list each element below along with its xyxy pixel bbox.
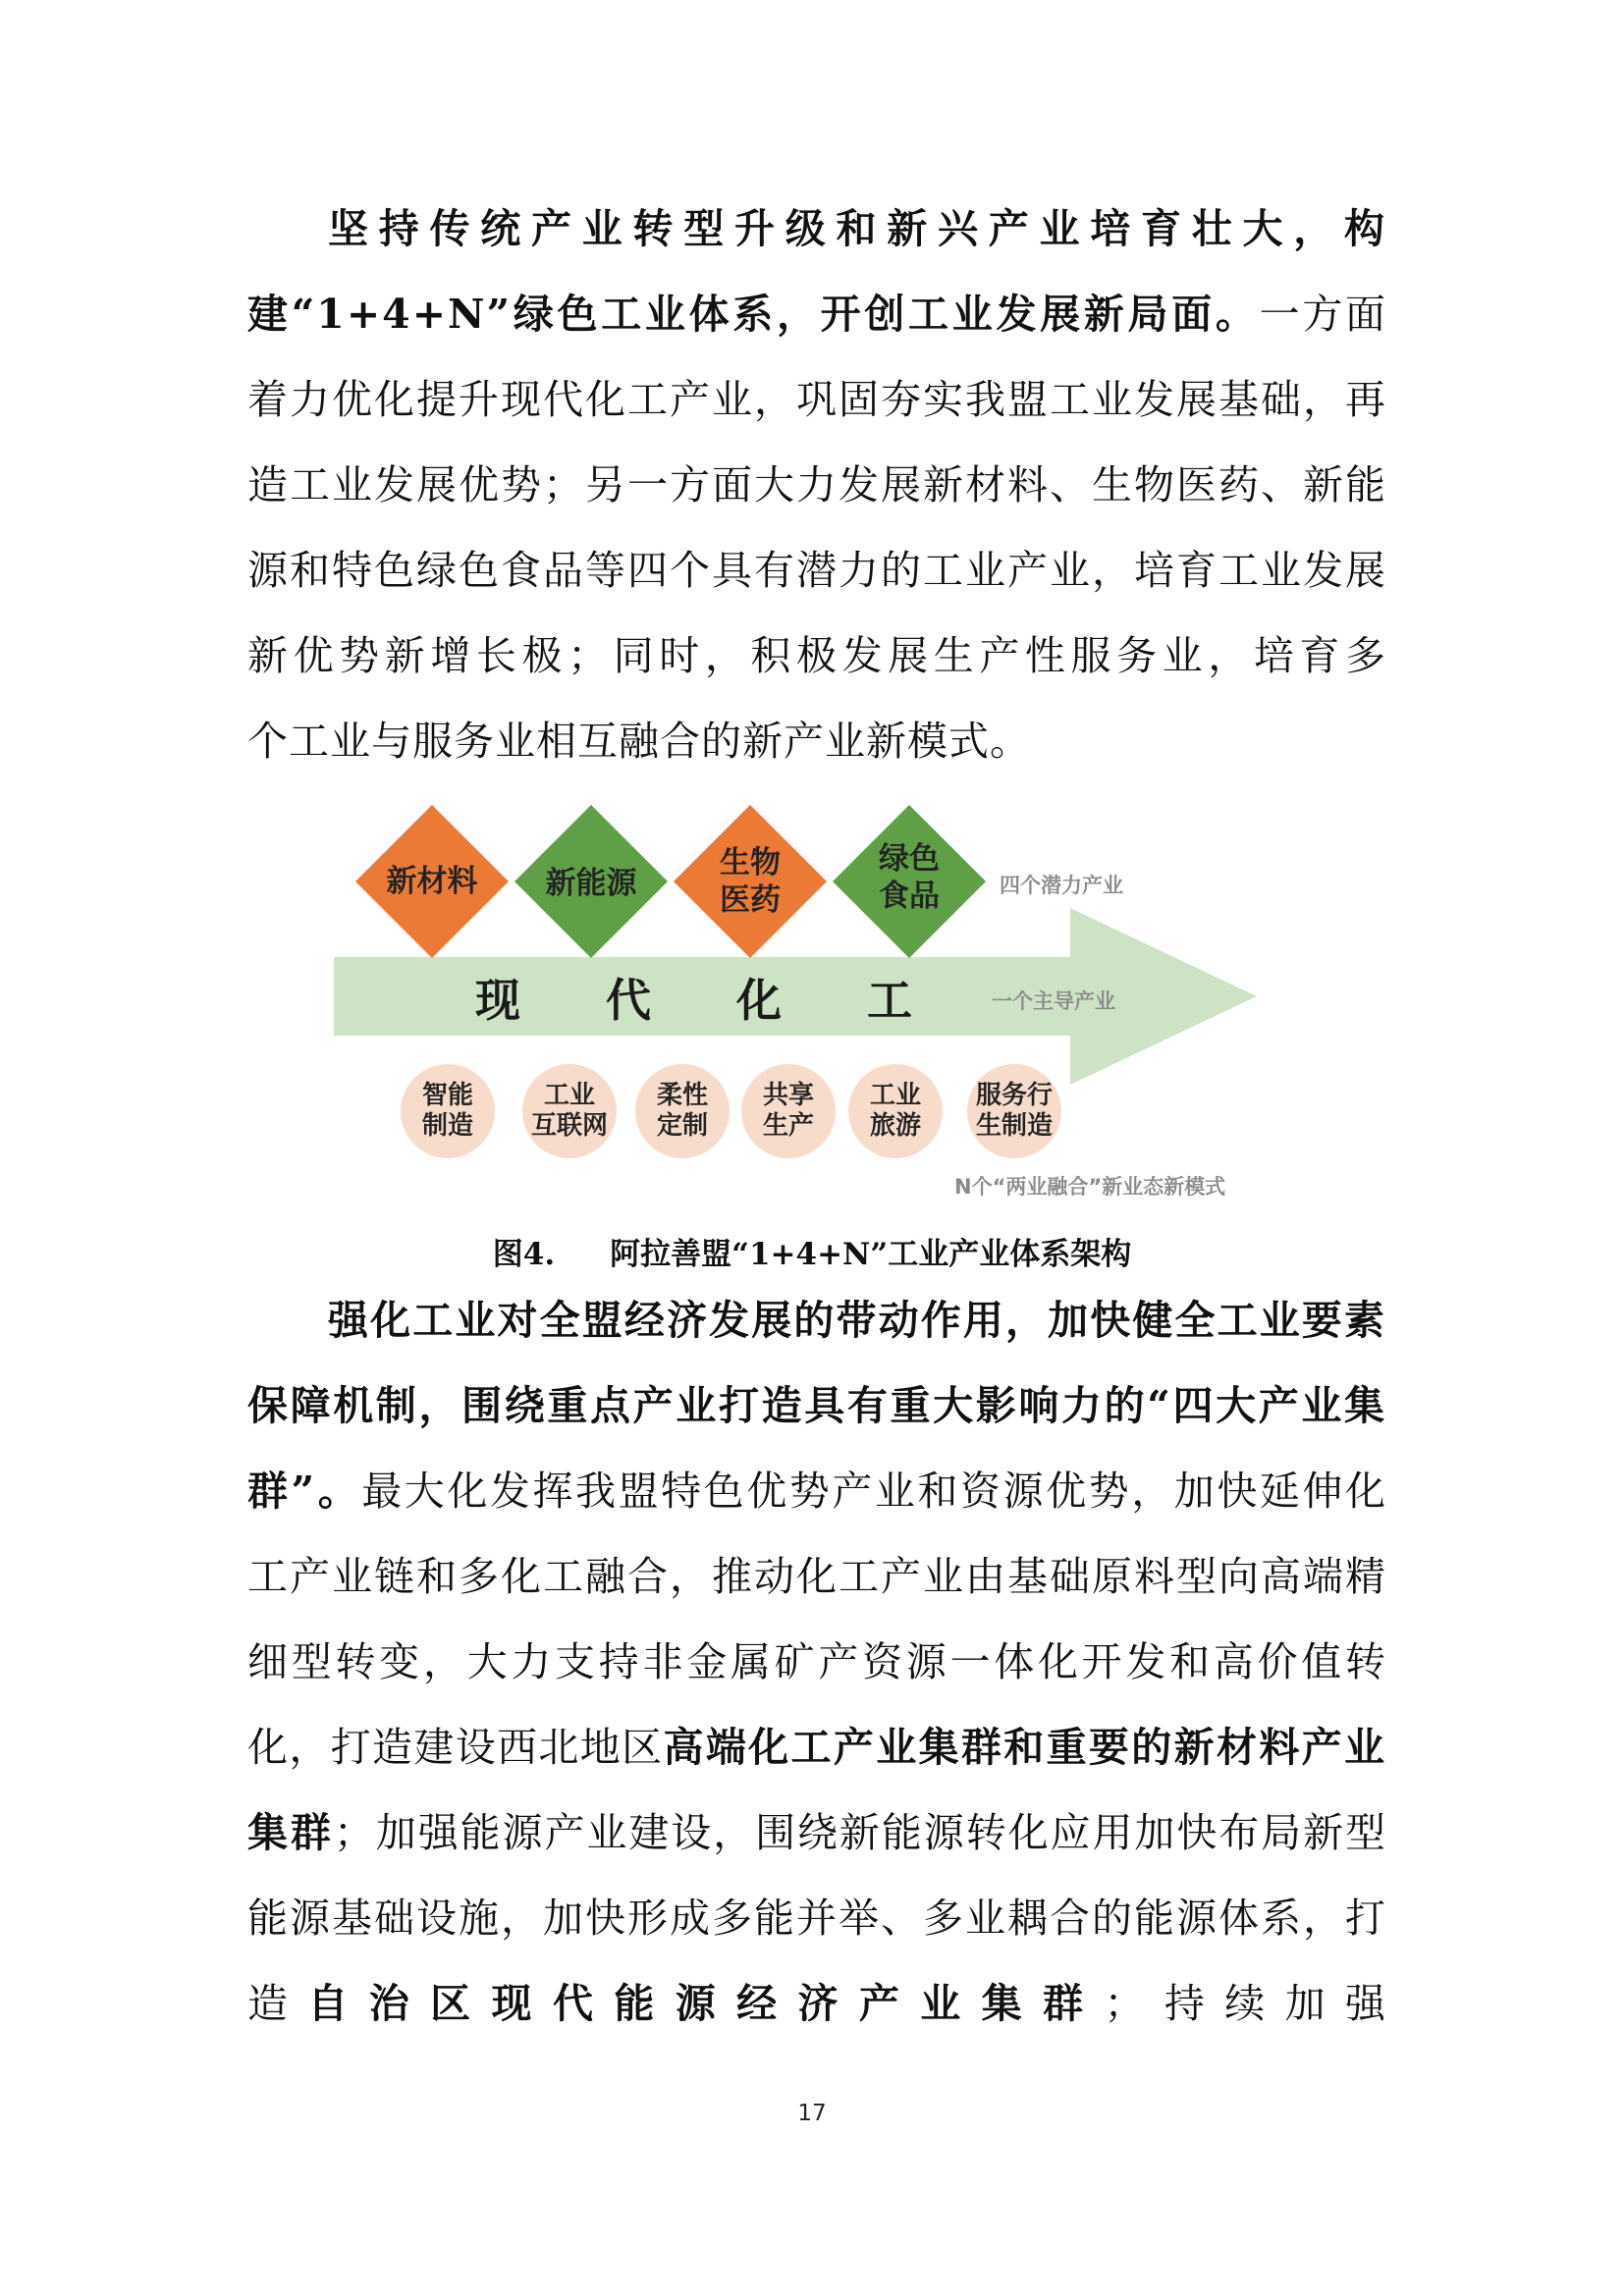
paragraph-2 bbox=[247, 1278, 1386, 2047]
diamond-3-line2: 食品 bbox=[879, 879, 940, 914]
industry-system-figure bbox=[334, 785, 1276, 1207]
circle-4-line1: 工业 bbox=[869, 1081, 921, 1110]
diamond-2-line2: 医药 bbox=[720, 882, 781, 918]
circle-label-2 bbox=[628, 1081, 736, 1142]
circle-3-line2: 生产 bbox=[762, 1111, 814, 1141]
arrow-char-4: 工 bbox=[867, 974, 912, 1027]
circle-1-line1: 工业 bbox=[543, 1081, 595, 1110]
circle-label-1 bbox=[515, 1081, 623, 1142]
arrow-char-2: 代 bbox=[606, 974, 651, 1027]
circle-label-3 bbox=[734, 1081, 842, 1142]
paragraph-1 bbox=[247, 187, 1386, 784]
figure-caption bbox=[0, 1229, 1624, 1273]
figure-title: 阿拉善盟“1+4+N”工业产业体系架构 bbox=[610, 1237, 1132, 1272]
circles-side-label: N个“两业融合”新业态新模式 bbox=[954, 1175, 1226, 1199]
paragraph-2-body-2: ；加强能源产业建设，围绕新能源转化应用加快布局新型能源基础设施，加快形成多能并举、多业耦合的能源体系，打造 bbox=[247, 1809, 1387, 2027]
diamond-1-line1: 新能源 bbox=[545, 866, 637, 901]
circle-label-0 bbox=[394, 1081, 502, 1142]
diamond-0-line1: 新材料 bbox=[386, 864, 478, 899]
diamonds-side-label: 四个潜力产业 bbox=[1000, 874, 1123, 897]
circle-4-line2: 旅游 bbox=[869, 1111, 921, 1141]
circle-1-line2: 互联网 bbox=[530, 1111, 608, 1141]
paragraph-1-bold-lead-2: “1+4+N”绿色工业体系，开创工业发展新局面。 bbox=[291, 291, 1260, 338]
arrow-shape bbox=[334, 908, 1257, 1085]
arrow-side-label: 一个主导产业 bbox=[992, 989, 1115, 1013]
figure-number: 图4. bbox=[492, 1237, 556, 1272]
paragraph-2-bold-1: 高端化工产业集群和重要的新材料产业集群 bbox=[247, 1724, 1387, 1856]
diamond-label-new-materials bbox=[373, 863, 491, 900]
circle-label-5 bbox=[960, 1081, 1068, 1142]
paragraph-2-body-1: 最大化发挥我盟特色优势产业和资源优势，加快延伸化工产业链和多化工融合，推动化工产业由基础原料型向高端精细型转变，大力支持非金属矿产资源一体化开发和高价值转化，打造建设西北地区 bbox=[247, 1468, 1386, 1771]
diamond-label-green-food bbox=[850, 840, 968, 915]
arrow-char-1: 现 bbox=[475, 974, 520, 1027]
circle-5-line2: 生制造 bbox=[975, 1111, 1053, 1141]
paragraph-1-last-line: 个工业与服务业相互融合的新产业新模式。 bbox=[247, 718, 1031, 765]
circle-5-line1: 服务行 bbox=[975, 1081, 1053, 1110]
diamond-label-new-energy bbox=[532, 865, 650, 902]
circle-0-line1: 智能 bbox=[421, 1081, 473, 1110]
paragraph-1-bold-lead-1: 坚持传统产业转型升级和新兴产业培育壮大，构建 bbox=[247, 205, 1386, 338]
paragraph-2-body-3: ；持续加强 bbox=[1104, 1980, 1387, 2027]
diamond-3-line1: 绿色 bbox=[879, 841, 940, 877]
arrow-char-3: 化 bbox=[736, 974, 782, 1027]
page-number: 17 bbox=[797, 2101, 827, 2126]
circle-2-line1: 柔性 bbox=[656, 1081, 708, 1110]
diamond-2-line1: 生物 bbox=[720, 845, 781, 881]
circle-label-4 bbox=[841, 1081, 949, 1142]
paragraph-1-body: 一方面着力优化提升现代化工产业，巩固夯实我盟工业发展基础，再造工业发展优势；另一方面大力发展新材料、生物医药、新能源和特色绿色食品等四个具有潜力的工业产业，培育工业发展新优势新增长极；同时，积极发展生产性服务业，培育多 bbox=[247, 291, 1387, 679]
paragraph-2-bold-2: 自治区现代能源经济产业集群 bbox=[307, 1980, 1105, 2027]
circle-3-line1: 共享 bbox=[762, 1081, 814, 1110]
circle-2-line2: 定制 bbox=[656, 1111, 708, 1141]
diamond-label-biomedicine bbox=[691, 844, 809, 919]
circle-0-line2: 制造 bbox=[421, 1111, 473, 1141]
paragraph-2-bold-lead: 强化工业对全盟经济发展的带动作用，加快健全工业要素保障机制，围绕重点产业打造具有重大影响力的“四大产业集群”。 bbox=[247, 1297, 1386, 1515]
